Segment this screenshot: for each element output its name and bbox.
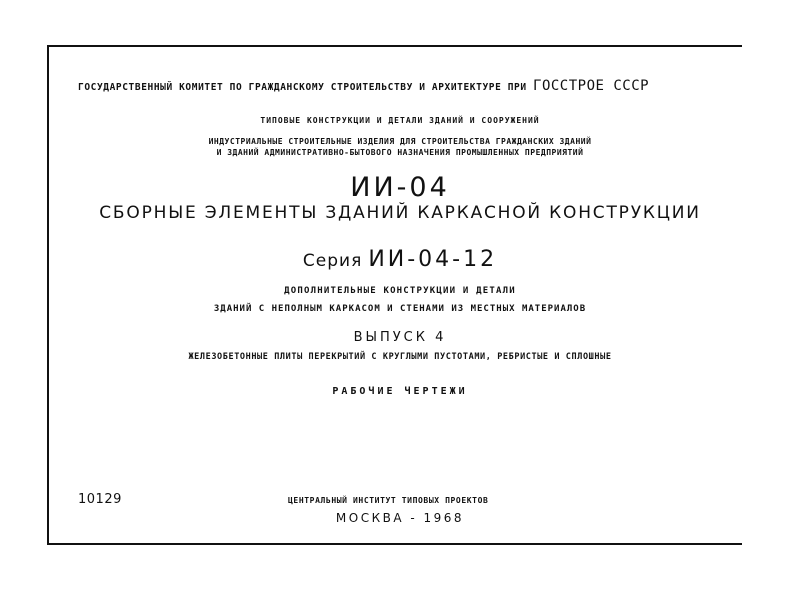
city-year: МОСКВА - 1968 — [335, 511, 465, 525]
series-label: Серия — [302, 251, 363, 271]
issue-description: ЖЕЛЕЗОБЕТОННЫЕ ПЛИТЫ ПЕРЕКРЫТИЙ С КРУГЛЫМИ ПУСТОТАМИ, РЕБРИСТЫЕ И СПЛОШНЫЕ — [188, 352, 612, 362]
inventory-number: 10129 — [78, 492, 122, 507]
main-title: СБОРНЫЕ ЭЛЕМЕНТЫ ЗДАНИЙ КАРКАСНОЙ КОНСТРУКЦИИ — [99, 203, 701, 223]
agency-org: ГОССТРОЕ СССР — [533, 78, 650, 94]
subtitle-line-1: ДОПОЛНИТЕЛЬНЫЕ КОНСТРУКЦИИ И ДЕТАЛИ — [284, 286, 516, 296]
series-number: ИИ-04-12 — [368, 247, 498, 272]
subtitle-line-2: ЗДАНИЙ С НЕПОЛНЫМ КАРКАСОМ И СТЕНАМИ ИЗ МЕСТНЫХ МАТЕРИАЛОВ — [213, 304, 587, 314]
document-code: ИИ-04 — [350, 172, 450, 203]
category-line: ТИПОВЫЕ КОНСТРУКЦИИ И ДЕТАЛИ ЗДАНИЙ И СООРУЖЕНИЙ — [260, 116, 540, 125]
series-heading — [0, 247, 800, 272]
issue-heading: ВЫПУСК 4 — [353, 330, 447, 345]
agency-header — [78, 78, 649, 94]
institute-name: ЦЕНТРАЛЬНЫЙ ИНСТИТУТ ТИПОВЫХ ПРОЕКТОВ — [288, 496, 489, 505]
purpose-line-1: ИНДУСТРИАЛЬНЫЕ СТРОИТЕЛЬНЫЕ ИЗДЕЛИЯ ДЛЯ СТРОИТЕЛЬСТВА ГРАЖДАНСКИХ ЗДАНИЙ — [208, 137, 592, 146]
drawings-type: РАБОЧИЕ ЧЕРТЕЖИ — [332, 386, 468, 397]
agency-line: ГОСУДАРСТВЕННЫЙ КОМИТЕТ ПО ГРАЖДАНСКОМУ СТРОИТЕЛЬСТВУ И АРХИТЕКТУРЕ ПРИ — [78, 82, 527, 93]
purpose-line-2: И ЗДАНИЙ АДМИНИСТРАТИВНО-БЫТОВОГО НАЗНАЧЕНИЯ ПРОМЫШЛЕННЫХ ПРЕДПРИЯТИЙ — [216, 148, 584, 157]
